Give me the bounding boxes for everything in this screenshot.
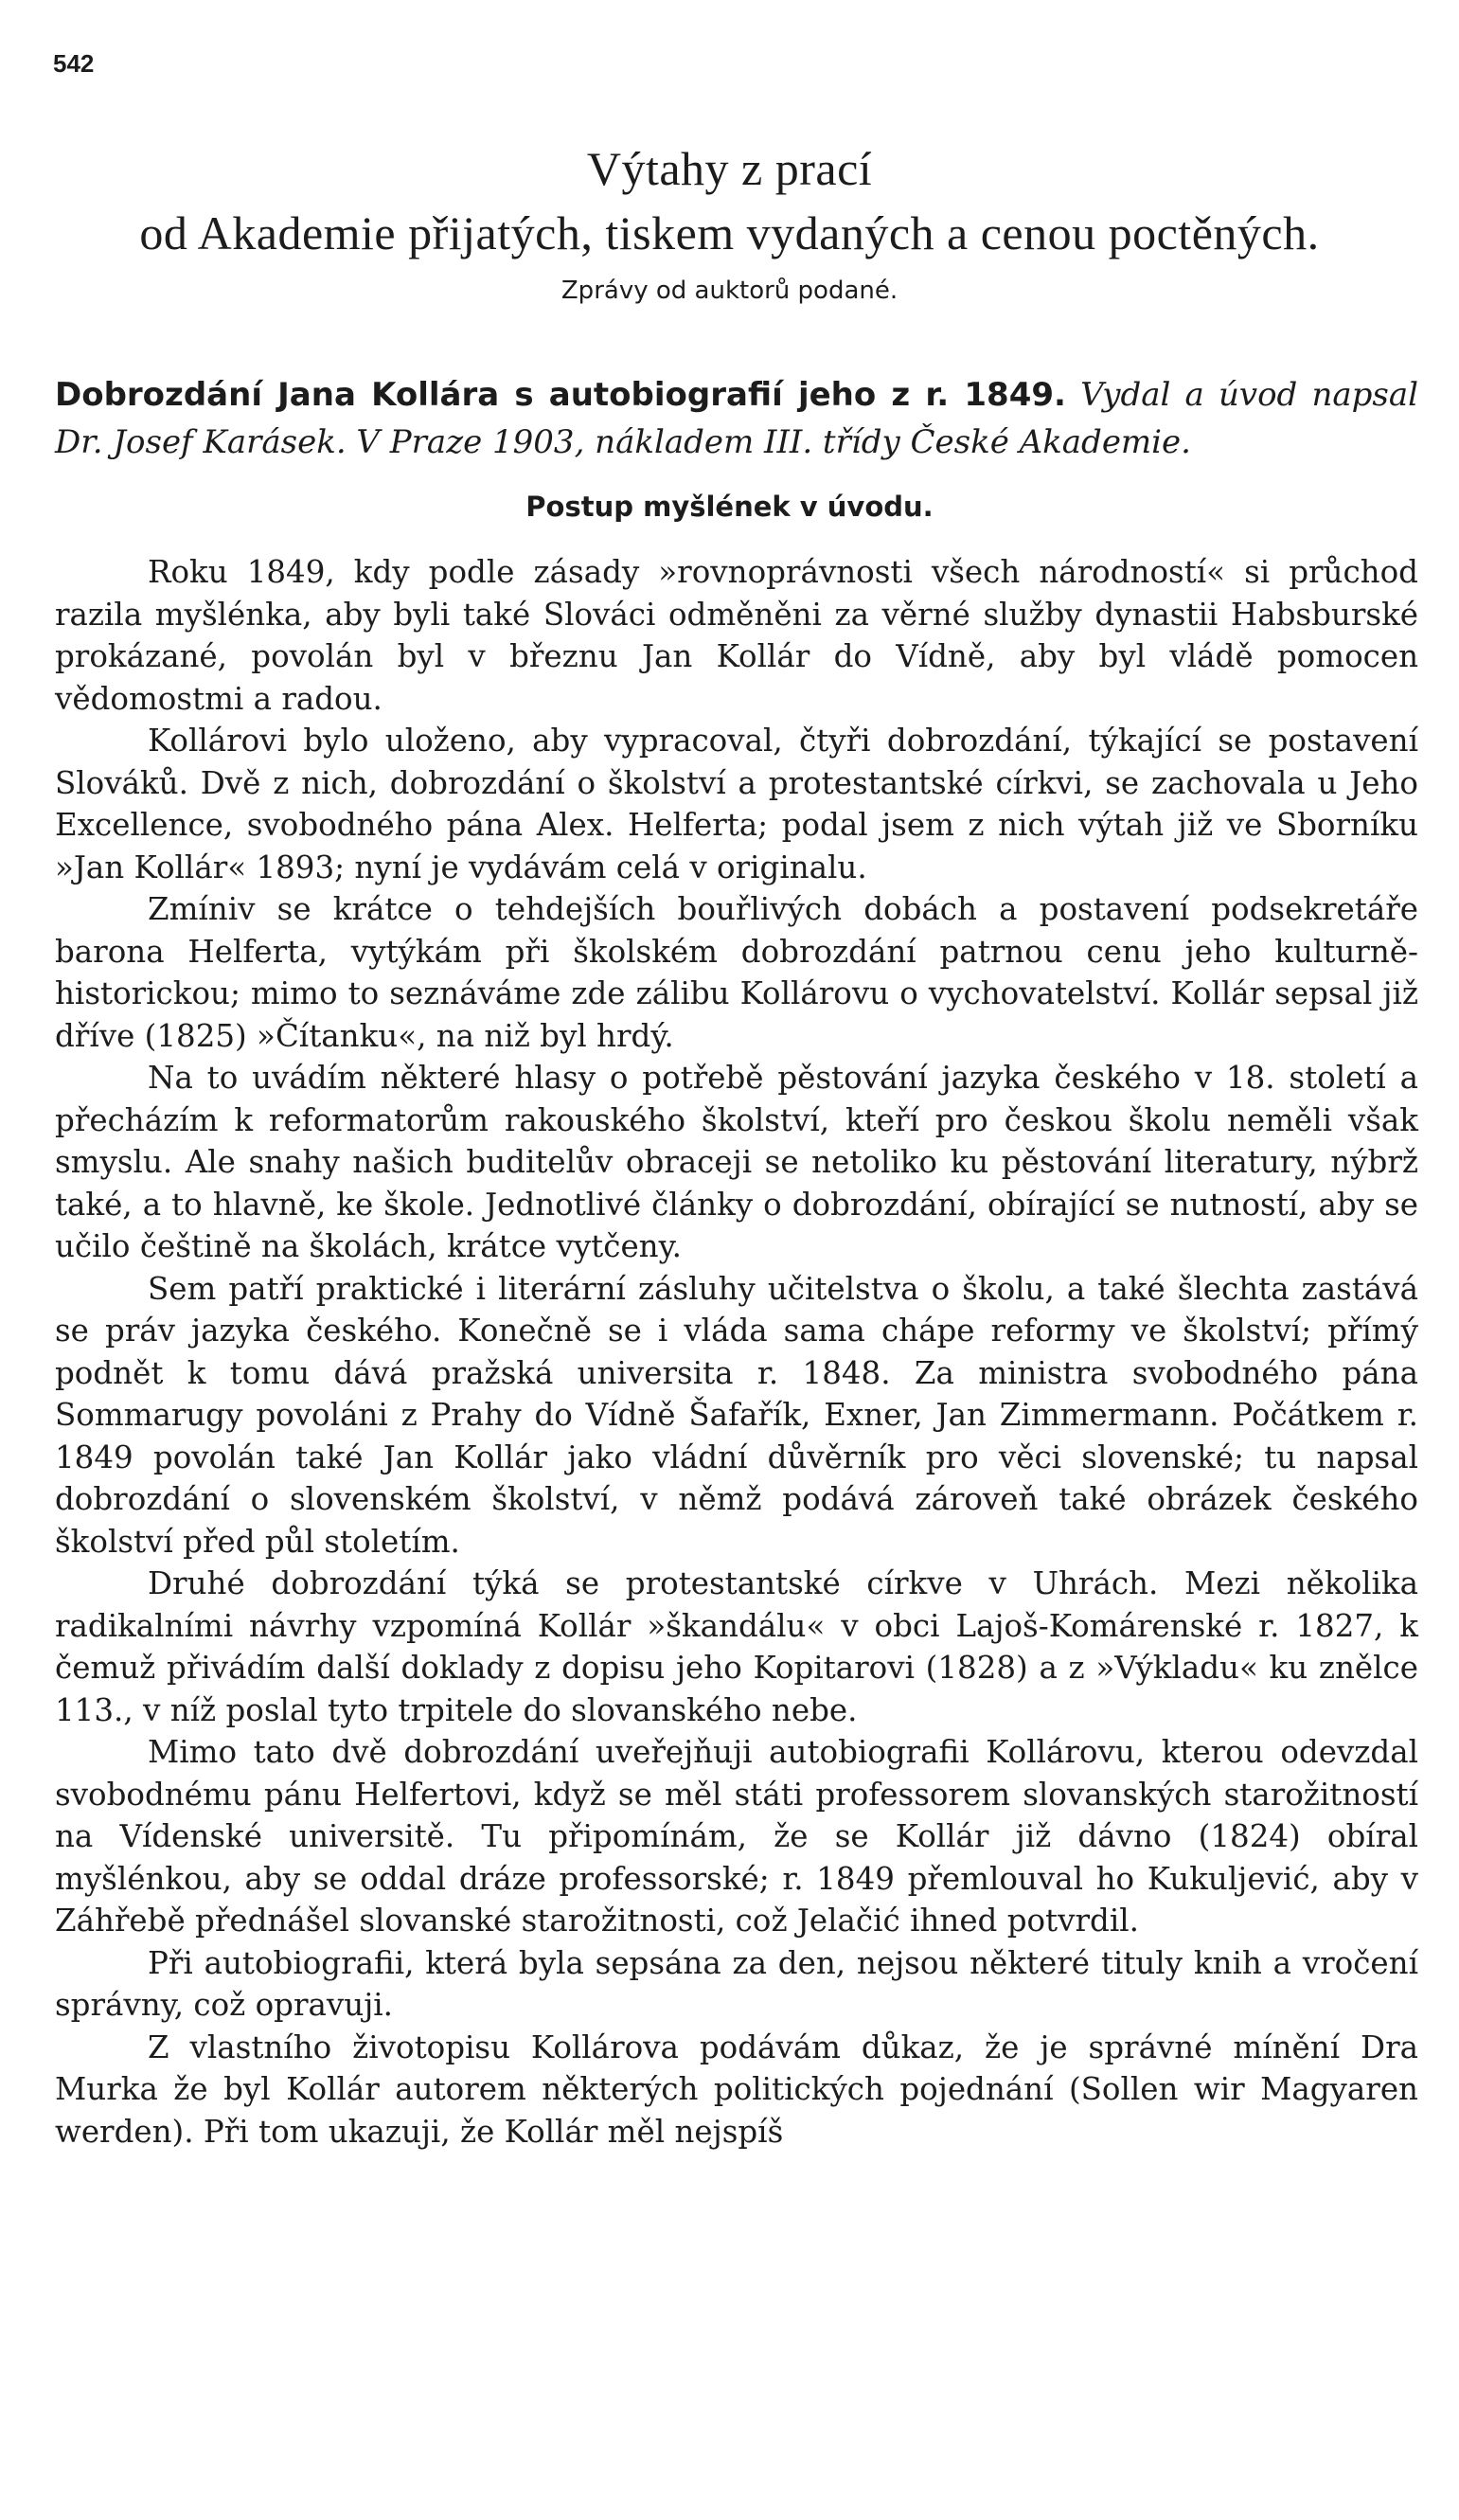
paragraph: Sem patří praktické i literární zásluhy učitelstva o školu, a také šlechta zastává se práv jazyka českého. Konečně se i vláda sama chápe reformy ve školství; přímý podnět k tomu dává pražská universita r. 1848. Za ministra svobodného pána Sommarugy povoláni z Prahy do Vídně Šafařík, Exner, Jan Zimmermann. Počátkem r. 1849 povolán také Jan Kollár jako vládní důvěrník pro věci slovenské; tu napsal dobrozdání o slovenském školství, v němž podává zároveň také obrázek českého školství před půl stoletím. [55, 1270, 1418, 1560]
page-subtitle: Zprávy od auktorů podané. [560, 277, 899, 305]
paragraph: Při autobiografii, která byla sepsána za den, nejsou některé tituly knih a vročení správny, což opravuji. [55, 1944, 1418, 2023]
section-heading: Postup myšlének v úvodu. [525, 491, 934, 523]
review-book-title: Dobrozdání Jana Kollára s autobiografií jeho z r. 1849. [55, 376, 1066, 414]
body-text [55, 551, 1418, 2153]
paragraph: Roku 1849, kdy podle zásady »rovnoprávnosti všech národností« si průchod razila myšlénka, aby byli také Slováci odměněni za věrné služby dynastii Habsburské prokázané, povolán byl v březnu Jan Kollár do Vídně, aby byl vládě pomocen vědomostmi a radou. [55, 554, 1418, 717]
paragraph: Druhé dobrozdání týká se protestantské církve v Uhrách. Mezi několika radikalními návrhy vzpomíná Kollár »škandálu« v obci Lajoš-Komárenské r. 1827, k čemuž přivádím další doklady z dopisu jeho Kopitarovi (1828) a z »Výkladu« ku znělce 113., v níž poslal tyto trpitele do slovanského nebe. [55, 1565, 1418, 1728]
page-title-line-1: Výtahy z prací [586, 142, 873, 195]
paragraph: Kollárovi bylo uloženo, aby vypracoval, čtyři dobrozdání, týkající se postavení Slováků. Dvě z nich, dobrozdání o školství a protestantské církvi, se zachovala u Jeho Excellence, svobodného pána Alex. Helferta; podal jsem z nich výtah již ve Sborníku »Jan Kollár« 1893; nyní je vydávám celá v originalu. [55, 723, 1418, 885]
review-header [55, 371, 1418, 466]
paragraph: Z vlastního životopisu Kollárova podávám důkaz, že je správné mínění Dra Murka že byl Kollár autorem některých politických pojednání (Sollen wir Magyaren werden). Při tom ukazuji, že Kollár měl nejspíš [55, 2029, 1418, 2150]
page-title-line-2: od Akademie přijatých, tiskem vydaných a cenou poctěných. [139, 206, 1320, 259]
paragraph: Mimo tato dvě dobrozdání uveřejňuji autobiografii Kollárovu, kterou odevzdal svobodnému pánu Helfertovi, když se měl státi professorem slovanských starožitností na Vídenské universitě. Tu připomínám, že se Kollár již dávno (1824) obíral myšlénkou, aby se oddal dráze professorské; r. 1849 přemlouval ho Kukuljević, aby v Záhřebě přednášel slovanské starožitnosti, což Jelačić ihned potvrdil. [55, 1734, 1418, 1939]
page-number: 542 [53, 49, 95, 78]
review-publication-details: Vydal a úvod napsal Dr. Josef Karásek. V Praze 1903, nákladem III. třídy České Akademie. [55, 376, 1418, 461]
paragraph: Na to uvádím některé hlasy o potřebě pěstování jazyka českého v 18. století a přecházím k reformatorům rakouského školství, kteří pro českou školu neměli však smyslu. Ale snahy našich buditelův obraceji se netoliko ku pěstování literatury, nýbrž také, a to hlavně, ke škole. Jednotlivé články o dobrozdání, obírající se nutností, aby se učilo češtině na školách, krátce vytčeny. [55, 1060, 1418, 1264]
paragraph: Zmíniv se krátce o tehdejších bouřlivých dobách a postavení podsekretáře barona Helferta, vytýkám při školském dobrozdání patrnou cenu jeho kulturně-historickou; mimo to seznáváme zde zálibu Kollárovu o vychovatelství. Kollár sepsal již dříve (1825) »Čítanku«, na niž byl hrdý. [55, 891, 1418, 1054]
